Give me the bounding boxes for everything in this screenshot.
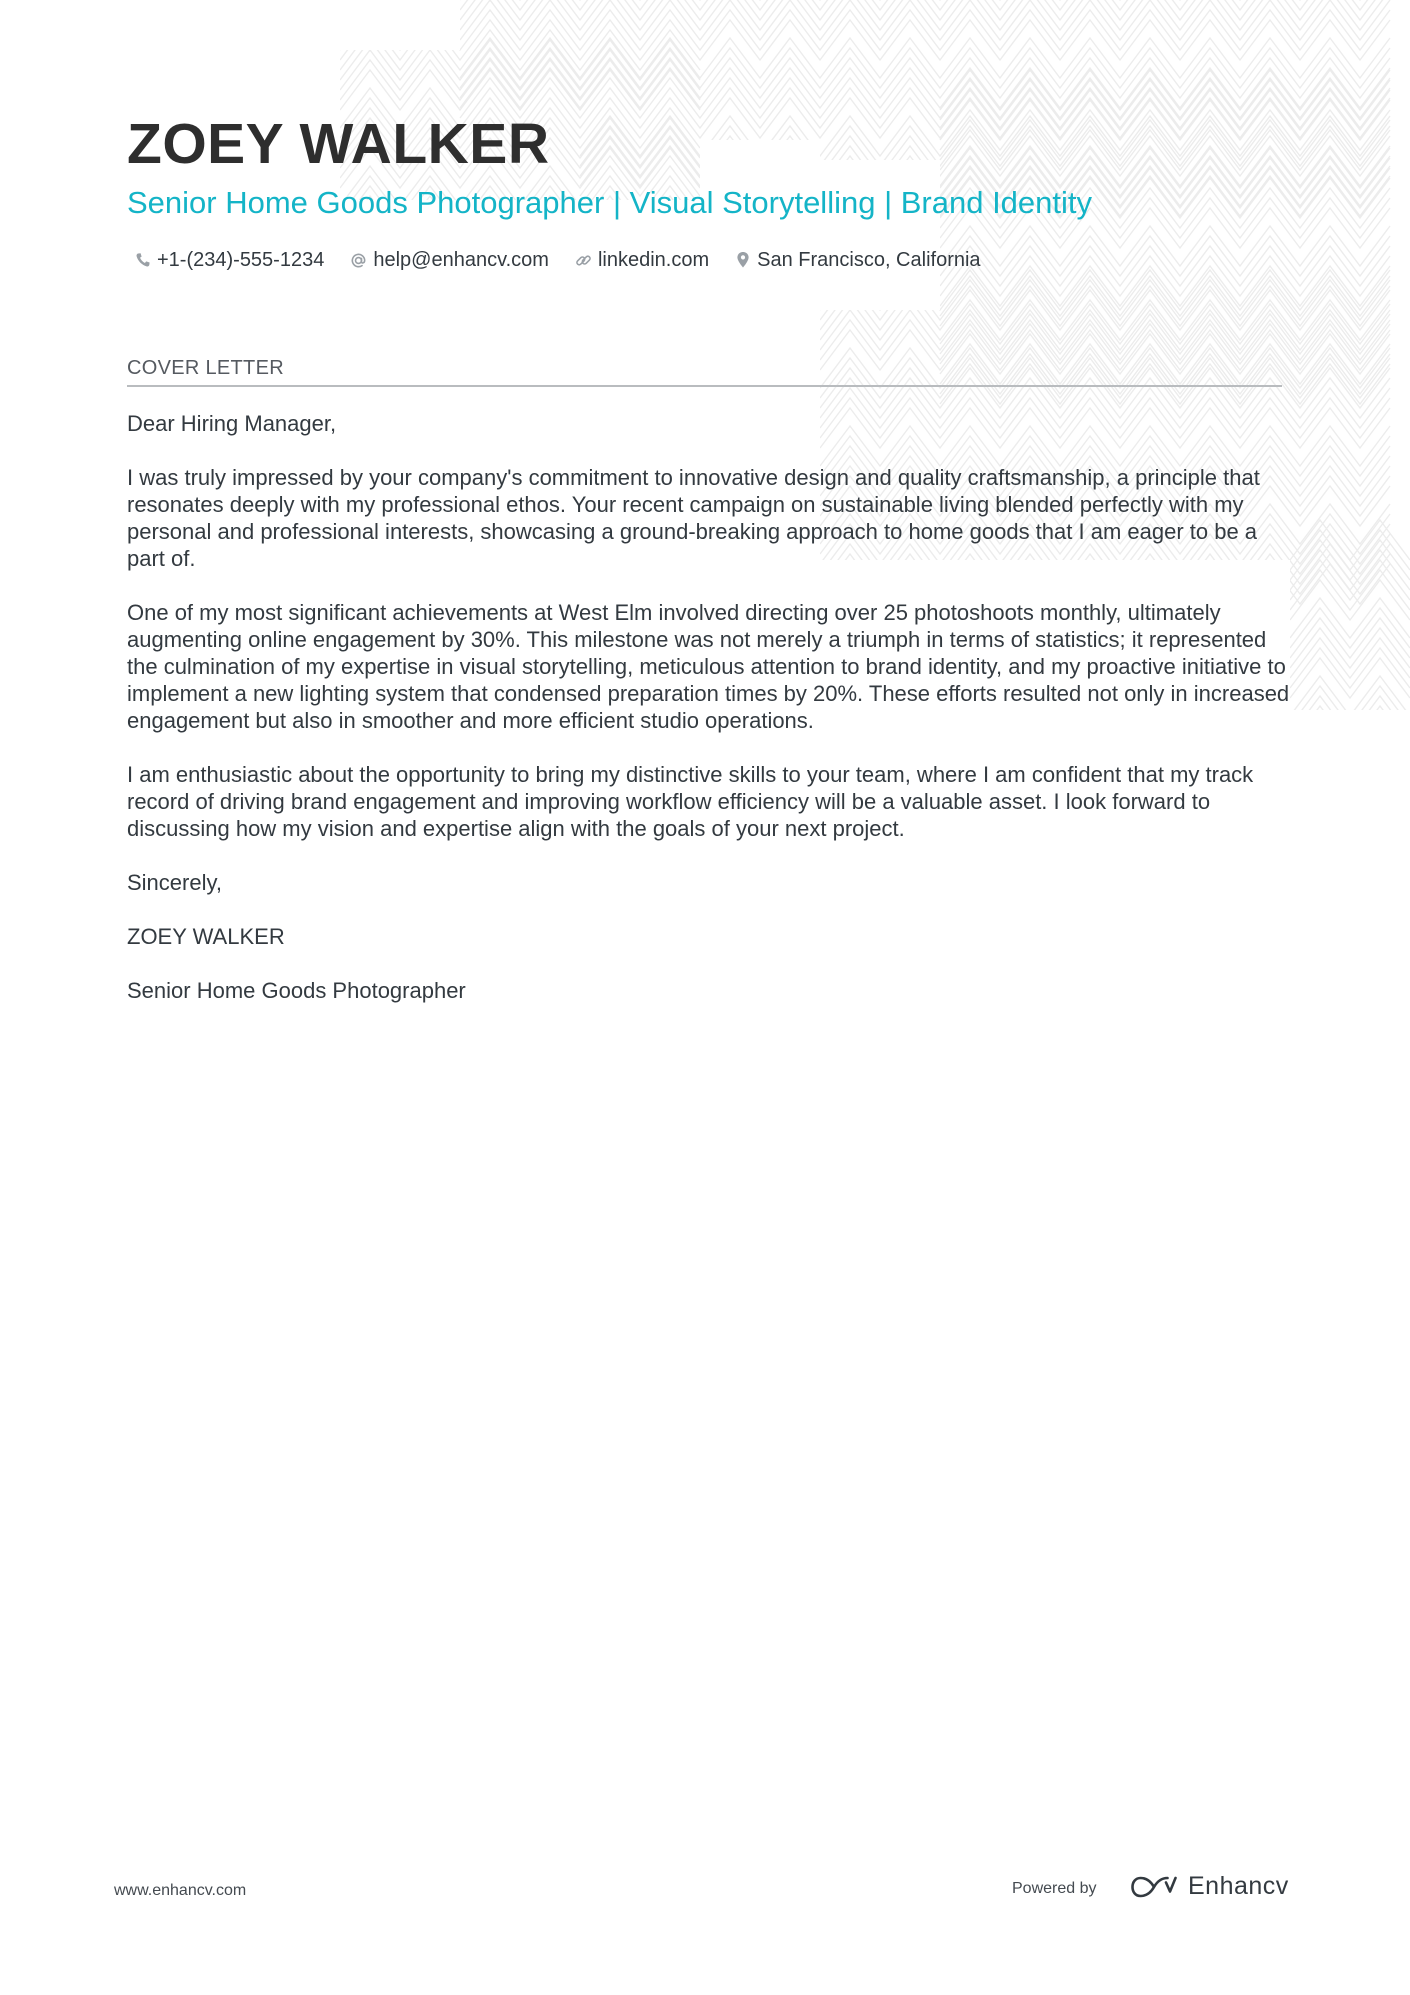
contact-phone[interactable]	[135, 249, 324, 272]
contact-phone-text: +1-(234)-555-1234	[157, 248, 325, 271]
signature-title: Senior Home Goods Photographer	[127, 978, 466, 1003]
letter-paragraph-3: I am enthusiastic about the opportunity to bring my distinctive skills to your team, where I am confident that my track record of driving brand engagement and improving workflow efficiency will be a valuable asset. I look forward to discussing how my vision and expertise align with the goals of your next project.	[127, 762, 1254, 841]
at-icon	[350, 252, 367, 269]
contact-bar	[135, 245, 1007, 275]
letter-body	[127, 410, 1292, 1031]
phone-icon	[135, 252, 151, 268]
signature-name: ZOEY WALKER	[127, 924, 285, 949]
candidate-headline: Senior Home Goods Photographer | Visual Storytelling | Brand Identity	[127, 185, 1093, 220]
letter-closing: Sincerely,	[127, 870, 222, 895]
contact-location	[735, 249, 980, 272]
footer-website-link[interactable]: www.enhancv.com	[114, 1882, 247, 1899]
contact-linkedin[interactable]	[575, 249, 709, 272]
link-icon	[575, 252, 592, 269]
letter-paragraph-1: I was truly impressed by your company's commitment to innovative design and quality craftsmanship, a principle that resonates deeply with my professional ethos. Your recent campaign on sustainable living blended perfectly with my personal and professional interests, showcasing a ground-breaking approach to home goods that I am eager to be a part of.	[127, 465, 1260, 571]
letter-salutation: Dear Hiring Manager,	[127, 411, 337, 436]
candidate-name: ZOEY WALKER	[127, 112, 550, 176]
footer-brand-name: Enhancv	[1188, 1872, 1289, 1900]
contact-linkedin-text: linkedin.com	[597, 248, 710, 271]
contact-location-text: San Francisco, California	[757, 248, 981, 271]
location-pin-icon	[735, 251, 751, 269]
enhancv-logo-icon	[1130, 1875, 1178, 1899]
footer-brand-logo[interactable]	[1130, 1872, 1289, 1901]
letter-paragraph-2: One of my most significant achievements at West Elm involved directing over 25 photoshoots monthly, ultimately augmenting online engagement by 30%. This milestone was not merely a triumph in terms of statistics; it represented the culmination of my expertise in visual storytelling, meticulous attention to brand identity, and my proactive initiative to implement a new lighting system that condensed preparation times by 20%. These efforts resulted not only in increased engagement but also in smoother and more efficient studio operations.	[127, 600, 1290, 733]
section-title-cover-letter: COVER LETTER	[127, 355, 1282, 387]
contact-email-text: help@enhancv.com	[373, 248, 549, 271]
footer-powered-by: Powered by	[1012, 1880, 1097, 1897]
contact-email[interactable]	[350, 249, 549, 272]
